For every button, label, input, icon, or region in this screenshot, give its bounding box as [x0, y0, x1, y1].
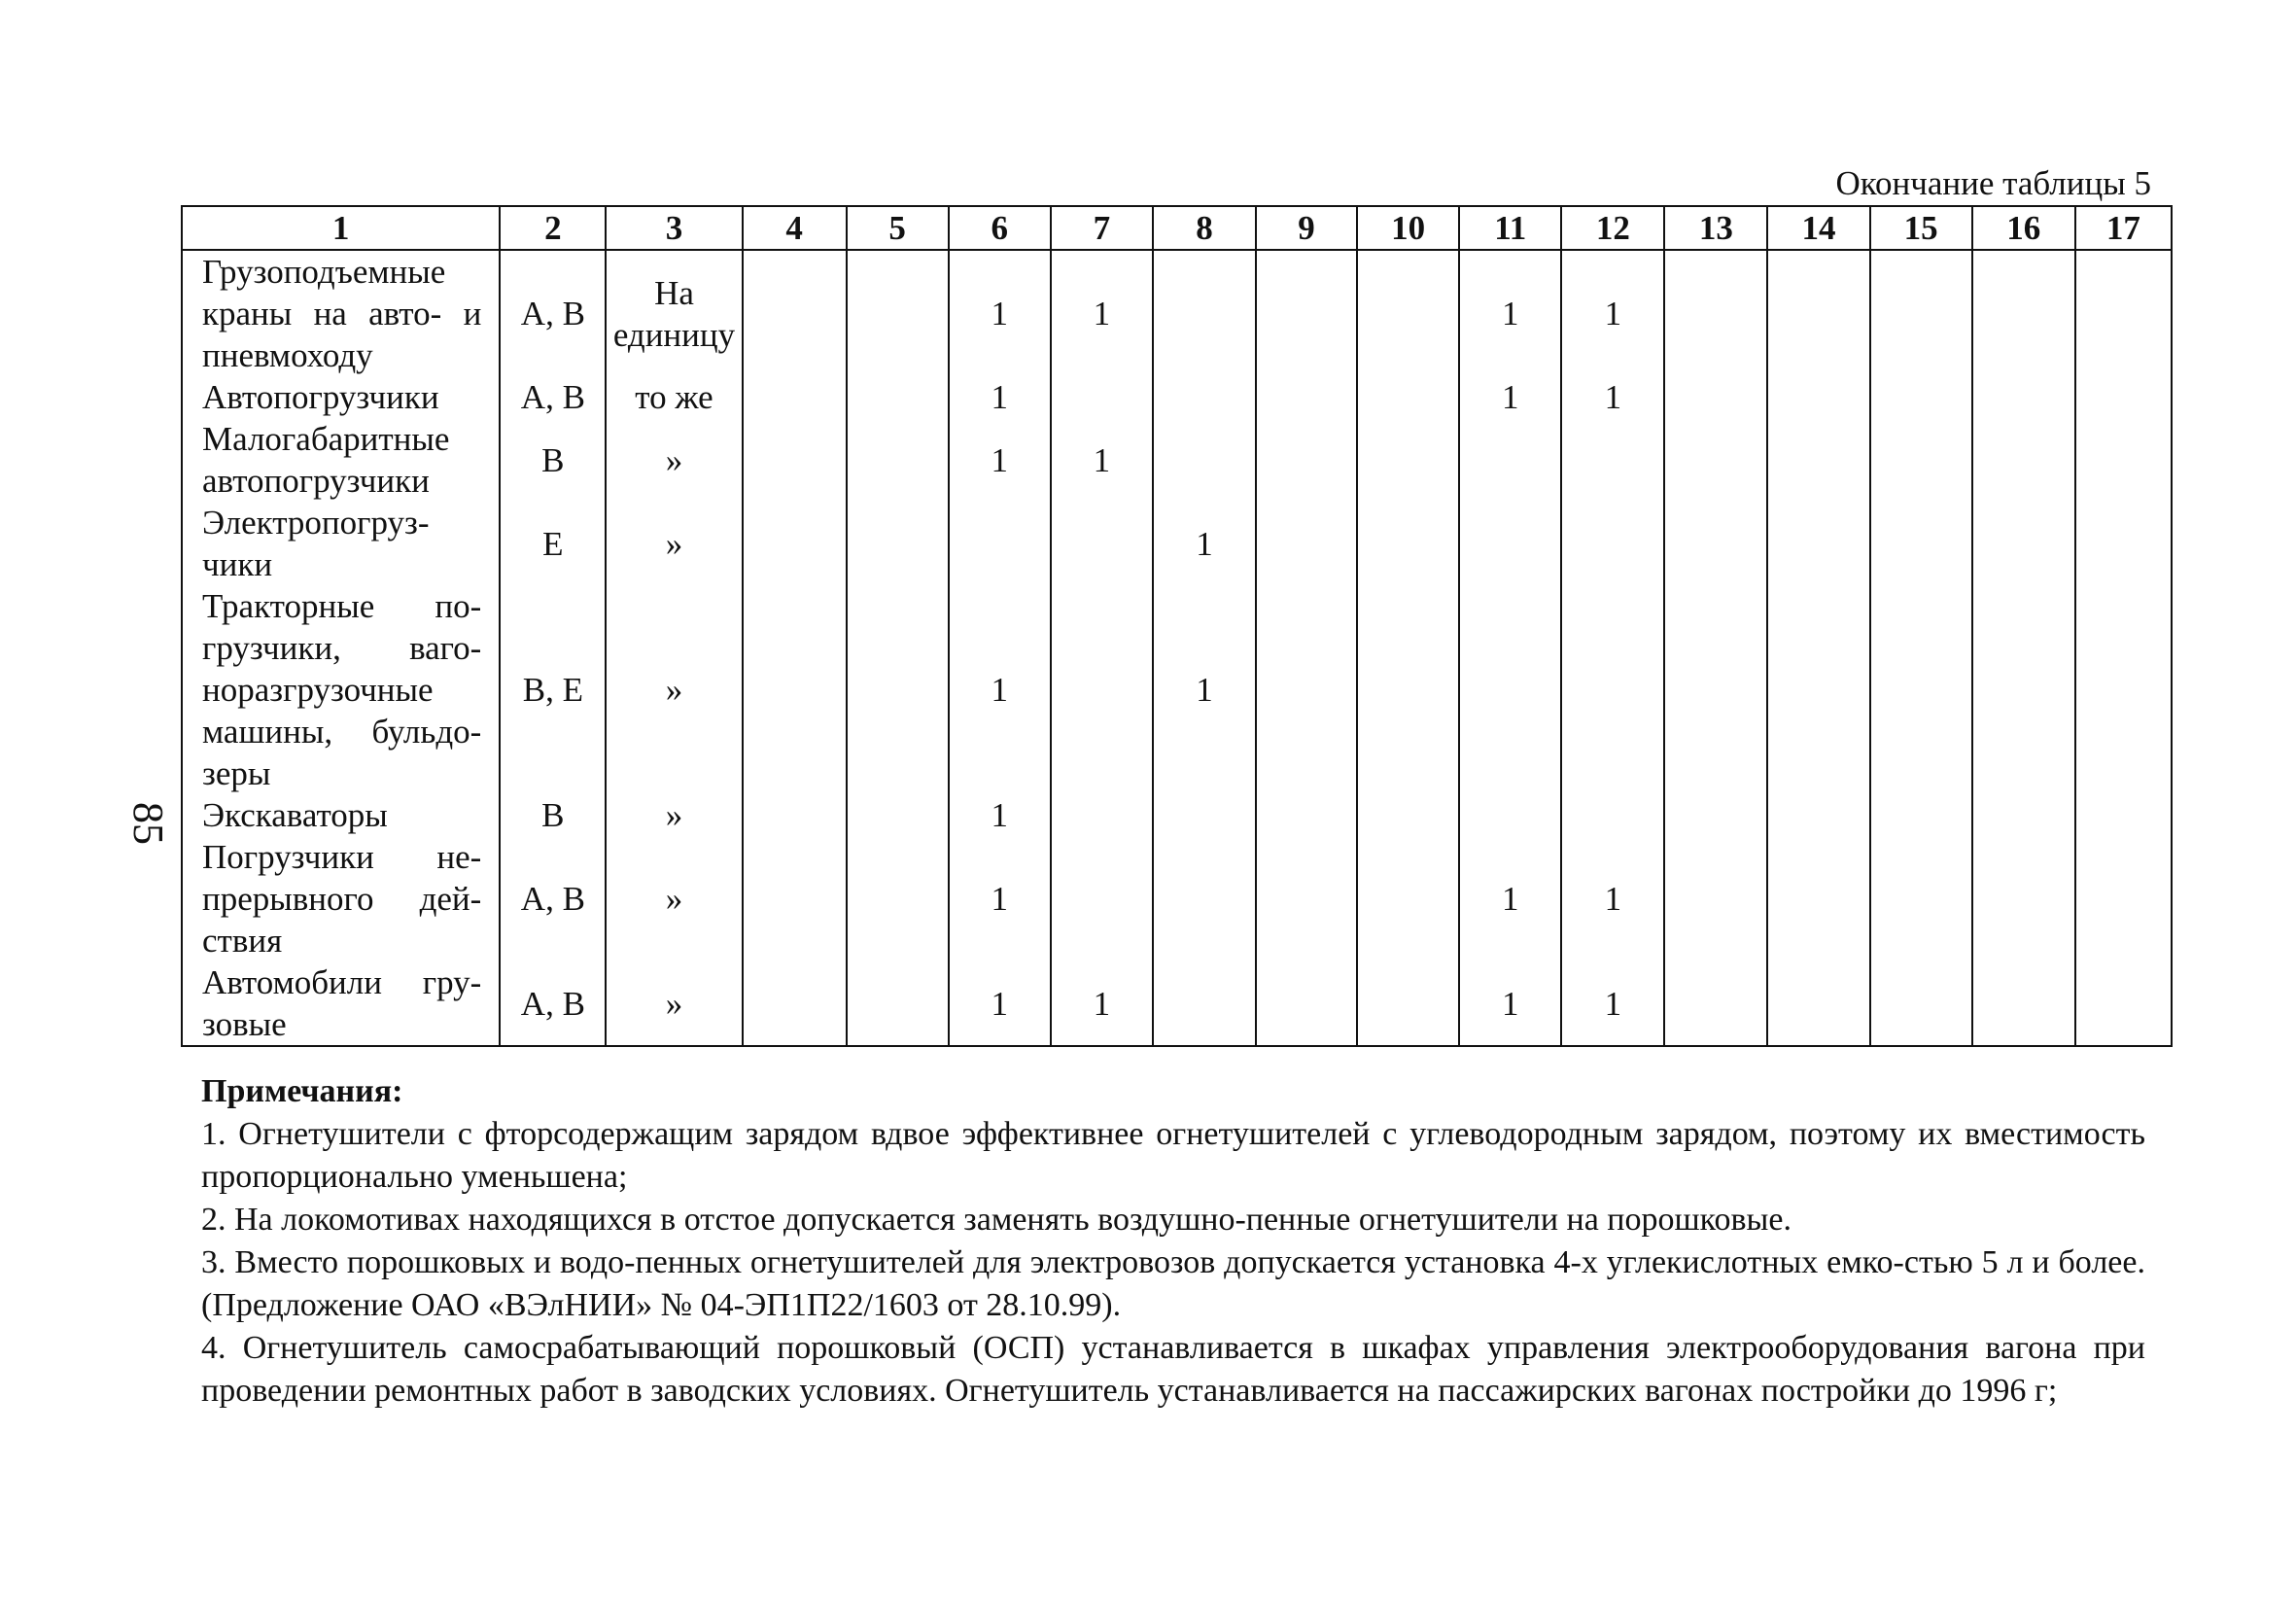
quantity-cell [1870, 961, 1972, 1046]
quantity-cell: 1 [1153, 502, 1256, 585]
column-header-17: 17 [2075, 206, 2172, 250]
table-row [182, 376, 2172, 418]
quantity-cell [1870, 418, 1972, 502]
quantity-cell [847, 961, 949, 1046]
quantity-cell [1256, 836, 1357, 961]
unit-cell: На единицу [606, 250, 742, 376]
column-header-1: 1 [182, 206, 500, 250]
quantity-cell [1561, 502, 1664, 585]
equipment-name-cell: Экскаваторы [182, 794, 500, 836]
quantity-cell [1664, 418, 1767, 502]
fire-class-cell: А, В [500, 836, 606, 961]
column-header-11: 11 [1459, 206, 1561, 250]
data-table [181, 205, 2173, 1047]
quantity-cell [847, 836, 949, 961]
note-item: 1. Огнетушители с фторсодержащим зарядом вдвое эффективнее огнетушителей с углеводородным зарядом, поэтому их вместимость пропорционально уменьшена; [201, 1116, 2145, 1195]
quantity-cell [1256, 794, 1357, 836]
quantity-cell [1767, 418, 1869, 502]
quantity-cell [2075, 961, 2172, 1046]
quantity-cell [847, 794, 949, 836]
quantity-cell [2075, 794, 2172, 836]
quantity-cell: 1 [1153, 585, 1256, 794]
column-header-4: 4 [743, 206, 847, 250]
table-row [182, 836, 2172, 961]
fire-class-cell: А, В [500, 961, 606, 1046]
quantity-cell [847, 250, 949, 376]
quantity-cell: 1 [1051, 250, 1153, 376]
column-header-13: 13 [1664, 206, 1767, 250]
notes-section [201, 1070, 2145, 1413]
quantity-cell: 1 [1561, 250, 1664, 376]
quantity-cell [1256, 502, 1357, 585]
quantity-cell [1153, 794, 1256, 836]
quantity-cell: 1 [949, 585, 1051, 794]
table-body [182, 250, 2172, 1046]
quantity-cell [743, 961, 847, 1046]
quantity-cell [1664, 585, 1767, 794]
unit-cell: » [606, 961, 742, 1046]
quantity-cell [1664, 250, 1767, 376]
quantity-cell [1870, 585, 1972, 794]
quantity-cell [2075, 250, 2172, 376]
quantity-cell: 1 [1459, 836, 1561, 961]
quantity-cell [1767, 376, 1869, 418]
quantity-cell [1357, 585, 1459, 794]
quantity-cell: 1 [949, 376, 1051, 418]
quantity-cell [1972, 376, 2075, 418]
quantity-cell: 1 [949, 794, 1051, 836]
quantity-cell [1767, 836, 1869, 961]
quantity-cell [1357, 794, 1459, 836]
quantity-cell [1153, 250, 1256, 376]
quantity-cell [2075, 418, 2172, 502]
column-header-8: 8 [1153, 206, 1256, 250]
column-header-16: 16 [1972, 206, 2075, 250]
quantity-cell [847, 585, 949, 794]
table-header-row [182, 206, 2172, 250]
table-row [182, 585, 2172, 794]
quantity-cell [1870, 502, 1972, 585]
column-header-6: 6 [949, 206, 1051, 250]
quantity-cell [1870, 376, 1972, 418]
table-row [182, 250, 2172, 376]
quantity-cell: 1 [949, 250, 1051, 376]
quantity-cell [1767, 502, 1869, 585]
quantity-cell [1051, 502, 1153, 585]
quantity-cell [1972, 250, 2075, 376]
quantity-cell [1870, 836, 1972, 961]
unit-cell: » [606, 502, 742, 585]
quantity-cell [743, 836, 847, 961]
quantity-cell: 1 [1561, 836, 1664, 961]
quantity-cell [2075, 502, 2172, 585]
quantity-cell [1767, 250, 1869, 376]
quantity-cell [1972, 418, 2075, 502]
quantity-cell [847, 502, 949, 585]
quantity-cell [1256, 418, 1357, 502]
table-row [182, 502, 2172, 585]
unit-cell: » [606, 418, 742, 502]
quantity-cell [743, 376, 847, 418]
quantity-cell [743, 418, 847, 502]
quantity-cell [1256, 250, 1357, 376]
fire-class-cell: Е [500, 502, 606, 585]
equipment-name-cell: Грузоподъемные краны на авто- и пневмоходу [182, 250, 500, 376]
fire-class-cell: В [500, 794, 606, 836]
quantity-cell [1561, 794, 1664, 836]
quantity-cell [1357, 376, 1459, 418]
quantity-cell [2075, 376, 2172, 418]
quantity-cell [1459, 585, 1561, 794]
quantity-cell [1972, 585, 2075, 794]
unit-cell: » [606, 836, 742, 961]
quantity-cell [1051, 585, 1153, 794]
quantity-cell: 1 [949, 836, 1051, 961]
fire-class-cell: А, В [500, 376, 606, 418]
fire-class-cell: В, Е [500, 585, 606, 794]
equipment-name-cell: Автопогрузчики [182, 376, 500, 418]
column-header-14: 14 [1767, 206, 1869, 250]
table-caption: Окончание таблицы 5 [1835, 164, 2151, 202]
quantity-cell: 1 [1561, 961, 1664, 1046]
quantity-cell [1767, 585, 1869, 794]
column-header-3: 3 [606, 206, 742, 250]
quantity-cell [949, 502, 1051, 585]
quantity-cell [1459, 794, 1561, 836]
table-row [182, 961, 2172, 1046]
notes-title: Примечания: [201, 1073, 403, 1109]
quantity-cell: 1 [1051, 418, 1153, 502]
quantity-cell [1664, 836, 1767, 961]
note-item: 4. Огнетушитель самосрабатывающий порошковый (ОСП) устанавливается в шкафах управления электрооборудования вагона при проведении ремонтных работ в заводских условиях. Огнетушитель устанавливается на пассажирских вагонах постройки до 1996 г; [201, 1330, 2145, 1409]
quantity-cell [1256, 376, 1357, 418]
quantity-cell [1664, 794, 1767, 836]
quantity-cell [1256, 585, 1357, 794]
quantity-cell [1459, 418, 1561, 502]
quantity-cell [847, 376, 949, 418]
quantity-cell: 1 [1051, 961, 1153, 1046]
column-header-9: 9 [1256, 206, 1357, 250]
quantity-cell [1972, 794, 2075, 836]
quantity-cell [1357, 961, 1459, 1046]
quantity-cell [1664, 961, 1767, 1046]
column-header-5: 5 [847, 206, 949, 250]
unit-cell: » [606, 794, 742, 836]
equipment-name-cell: Малогабаритные автопогрузчики [182, 418, 500, 502]
column-header-12: 12 [1561, 206, 1664, 250]
quantity-cell [1051, 836, 1153, 961]
equipment-name-cell: Тракторные по-грузчики, ваго-норазгрузочные машины, бульдо-зеры [182, 585, 500, 794]
quantity-cell: 1 [949, 961, 1051, 1046]
fire-class-cell: А, В [500, 250, 606, 376]
page-number: 85 [124, 802, 172, 845]
quantity-cell [1051, 794, 1153, 836]
quantity-cell [743, 250, 847, 376]
quantity-cell [1459, 502, 1561, 585]
quantity-cell [1256, 961, 1357, 1046]
quantity-cell [1767, 794, 1869, 836]
quantity-cell [1357, 250, 1459, 376]
column-header-7: 7 [1051, 206, 1153, 250]
quantity-cell [1153, 836, 1256, 961]
quantity-cell [1972, 836, 2075, 961]
quantity-cell [1357, 502, 1459, 585]
quantity-cell [743, 794, 847, 836]
equipment-name-cell: Автомобили гру-зовые [182, 961, 500, 1046]
column-header-15: 15 [1870, 206, 1972, 250]
quantity-cell [1664, 376, 1767, 418]
quantity-cell [1051, 376, 1153, 418]
quantity-cell [1153, 376, 1256, 418]
equipment-name-cell: Электропогруз-чики [182, 502, 500, 585]
table-row [182, 418, 2172, 502]
equipment-name-cell: Погрузчики не-прерывного дей-ствия [182, 836, 500, 961]
quantity-cell [1972, 502, 2075, 585]
quantity-cell [1870, 794, 1972, 836]
quantity-cell: 1 [1459, 250, 1561, 376]
table-row [182, 794, 2172, 836]
note-item: 3. Вместо порошковых и водо-пенных огнетушителей для электровозов допускается установка 4-х углекислотных емко-стью 5 л и более. (Предложение ОАО «ВЭлНИИ» № 04-ЭП1П22/1603 от 28.10.99). [201, 1244, 2145, 1323]
quantity-cell [1153, 418, 1256, 502]
quantity-cell [1972, 961, 2075, 1046]
quantity-cell [1561, 585, 1664, 794]
column-header-10: 10 [1357, 206, 1459, 250]
quantity-cell [2075, 585, 2172, 794]
quantity-cell [1357, 836, 1459, 961]
column-header-2: 2 [500, 206, 606, 250]
quantity-cell [1153, 961, 1256, 1046]
quantity-cell: 1 [1459, 961, 1561, 1046]
quantity-cell [847, 418, 949, 502]
fire-class-cell: В [500, 418, 606, 502]
quantity-cell [1561, 418, 1664, 502]
quantity-cell [743, 585, 847, 794]
quantity-cell: 1 [1561, 376, 1664, 418]
quantity-cell: 1 [949, 418, 1051, 502]
unit-cell: » [606, 585, 742, 794]
quantity-cell [1767, 961, 1869, 1046]
quantity-cell [743, 502, 847, 585]
unit-cell: то же [606, 376, 742, 418]
quantity-cell [2075, 836, 2172, 961]
quantity-cell [1357, 418, 1459, 502]
quantity-cell: 1 [1459, 376, 1561, 418]
note-item: 2. На локомотивах находящихся в отстое допускается заменять воздушно-пенные огнетушители на порошковые. [201, 1202, 1792, 1238]
quantity-cell [1664, 502, 1767, 585]
quantity-cell [1870, 250, 1972, 376]
